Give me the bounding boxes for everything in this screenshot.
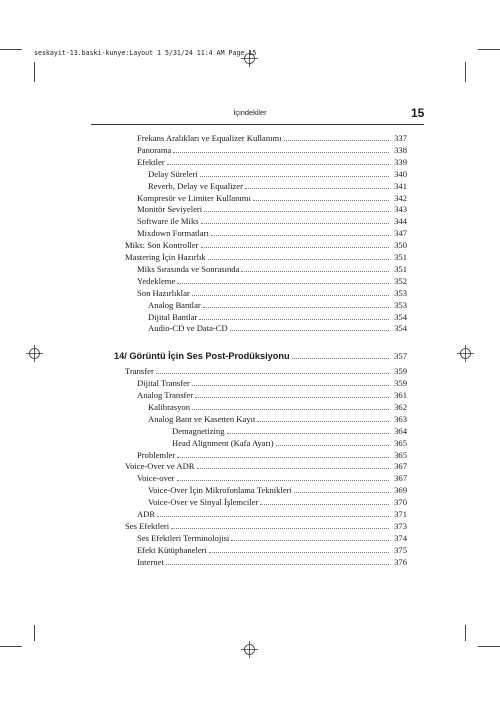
registration-mark-right-icon (457, 345, 474, 362)
toc-entry (137, 389, 407, 401)
toc-entry-title: Miks Sırasında ve Sonrasında (137, 263, 240, 274)
toc-entry-page: 361 (394, 390, 407, 400)
toc-entry-title: Miks: Son Kontroller (125, 240, 199, 251)
crop-mark-top-left-v (34, 62, 35, 82)
toc-entry-title: Voice-Over ve Sinyal İşlemciler (148, 497, 259, 508)
toc-entry-title: Panorama (137, 144, 172, 155)
toc-leader-dots (292, 350, 389, 359)
toc-leader-dots (171, 520, 389, 529)
toc-entry-title: Frekans Aralıkları ve Equalizer Kullanımı (137, 133, 282, 143)
toc-entry (148, 484, 407, 496)
toc-entry-title: Reverb, Delay ve Equalizer (148, 180, 243, 191)
toc-entry-title: Efektler (137, 156, 165, 167)
toc-entry (148, 496, 407, 508)
toc-entry-page: 367 (394, 473, 407, 484)
toc-entry-page: 374 (394, 532, 407, 543)
toc-leader-dots (173, 144, 389, 153)
toc-leader-dots (294, 484, 389, 493)
toc-entry-title: Voice-Over İçin Mikrofonlama Teknikleri (148, 485, 292, 496)
toc-entry-title: Son Hazırlıklar (137, 287, 190, 298)
toc-leader-dots (201, 215, 389, 224)
toc-leader-dots (177, 275, 389, 284)
toc-entry (137, 275, 407, 287)
toc-entry-title: Mastering İçin Hazırlık (125, 252, 206, 262)
toc-leader-dots (192, 287, 389, 296)
toc-entry-page: 342 (394, 192, 407, 203)
toc-entry-title: Kalibrasyon (148, 401, 191, 412)
page-number: 15 (411, 106, 425, 120)
toc-entry-title: Delay Süreleri (148, 168, 198, 179)
toc-entry (148, 413, 407, 425)
toc-entry (125, 239, 407, 251)
toc-leader-dots (284, 132, 389, 141)
toc-entry-page: 353 (394, 299, 407, 310)
crop-mark-top-right-v (465, 62, 466, 82)
toc-entry-title: Mixdown Formatları (137, 228, 209, 239)
toc-leader-dots (257, 413, 389, 422)
toc-entry-page: 362 (394, 401, 407, 412)
toc-entry (148, 180, 407, 192)
toc-leader-dots (203, 299, 389, 308)
toc-leader-dots (227, 425, 390, 434)
toc-entry (137, 449, 407, 461)
toc-entry-page: 339 (394, 156, 407, 167)
toc-entry (148, 322, 407, 334)
toc-entry (137, 556, 407, 568)
toc-entry-page: 354 (394, 311, 407, 322)
toc-leader-dots (231, 532, 389, 541)
toc-entry (137, 227, 407, 239)
toc-entry (137, 287, 407, 299)
toc-entry-page: 351 (394, 252, 407, 262)
toc-entry (148, 311, 407, 323)
running-header-title: İçindekiler (233, 108, 267, 117)
toc-entry-title: Dijital Transfer (137, 378, 190, 389)
toc-entry-page: 340 (394, 168, 407, 179)
toc-entry (125, 460, 407, 472)
toc-entry-title: Ses Efektleri (125, 520, 170, 531)
toc-entry (172, 437, 407, 449)
toc-entry (137, 472, 407, 484)
toc-entry-page: 375 (394, 544, 407, 555)
toc-entry (125, 365, 407, 377)
toc-entry-title: Efekt Kütüphaneleri (137, 544, 207, 555)
toc-leader-dots (166, 556, 389, 565)
toc-entry-title: Demagnetizing (172, 425, 225, 436)
toc-entry-page: 351 (394, 263, 407, 274)
toc-entry-title: Head Alignment (Kafa Ayarı) (172, 437, 274, 448)
toc-entry-title: Analog Bant ve Kasetten Kayıt (148, 413, 256, 424)
toc-entry-page: 365 (394, 449, 407, 460)
crop-mark-top-right-h (478, 49, 500, 50)
toc-entry-page: 354 (394, 323, 407, 334)
registration-mark-top-icon (241, 50, 258, 67)
toc-entry (137, 156, 407, 168)
toc-entry-page: 347 (394, 228, 407, 239)
toc-leader-dots (245, 180, 389, 189)
toc-entry-title: Voice-Over ve ADR (125, 461, 195, 472)
toc-entry (137, 377, 407, 389)
toc-entry (148, 401, 407, 413)
registration-mark-left-icon (26, 345, 43, 362)
toc-entry-page: 343 (394, 204, 407, 215)
toc-entry-page: 367 (394, 461, 407, 472)
crop-mark-bottom-left-v (34, 625, 35, 641)
toc-leader-dots (156, 365, 389, 374)
toc-leader-dots (208, 251, 389, 260)
toc-entry (172, 425, 407, 437)
toc-entry-title: Dijital Bantlar (148, 311, 198, 322)
toc-entry-title: ADR (137, 509, 156, 519)
toc-entry-page: 365 (394, 437, 407, 448)
toc-entry (137, 192, 407, 204)
toc-leader-dots (197, 460, 389, 469)
toc-leader-dots (253, 192, 389, 201)
toc-leader-dots (209, 544, 389, 553)
toc-entry-page: 359 (394, 366, 407, 377)
toc-entry-title: Kompresör ve Limiter Kullanımı (137, 192, 251, 203)
toc-entry (137, 508, 407, 520)
toc-leader-dots (276, 437, 389, 446)
toc-entry-page: 359 (394, 378, 407, 389)
toc-entry-page: 376 (394, 556, 407, 567)
toc-leader-dots (177, 472, 389, 481)
toc-leader-dots (211, 227, 389, 236)
toc-leader-dots (204, 203, 389, 212)
toc-leader-dots (260, 496, 389, 505)
toc-entry-title: 14/ Görüntü İçin Ses Post-Prodüksiyonu (114, 351, 290, 362)
toc-leader-dots (177, 449, 389, 458)
toc-entry-page: 337 (394, 133, 407, 143)
toc-entry (137, 544, 407, 556)
toc-leader-dots (195, 389, 389, 398)
toc-entry-page: 341 (394, 180, 407, 191)
toc-leader-dots (167, 156, 389, 165)
toc-entry-title: Internet (137, 556, 164, 567)
toc-entry-page: 373 (394, 520, 407, 531)
toc-entry-title: Analog Transfer (137, 390, 194, 400)
toc-entry-title: Ses Efektleri Terminolojisi (137, 532, 230, 543)
toc-leader-dots (230, 322, 389, 331)
toc-entry-title: Yedekleme (137, 275, 176, 286)
toc-entry-page: 353 (394, 287, 407, 298)
toc-entry-page: 363 (394, 413, 407, 424)
toc-entry (137, 203, 407, 215)
toc-entry-page: 370 (394, 497, 407, 508)
toc-entry-page: 369 (394, 485, 407, 496)
toc-leader-dots (241, 263, 389, 272)
toc-entry-title: Voice-over (137, 473, 175, 484)
toc-entry (125, 251, 407, 263)
toc-entry-title: Audio-CD ve Data-CD (148, 323, 228, 334)
toc-entry-page: 350 (394, 240, 407, 251)
printer-slug: seskayit-13.baski-kunye:Layout 1 5/31/24 11:4 AM Page 15 (34, 49, 257, 57)
toc-entry-title: Problemler (137, 449, 176, 460)
toc-entry (148, 168, 407, 180)
toc-leader-dots (199, 311, 389, 320)
toc-entry-title: Software ile Miks (137, 216, 199, 227)
toc-leader-dots (201, 239, 389, 248)
crop-mark-top-left-h (0, 49, 22, 50)
toc-entry (137, 144, 407, 156)
header-rule (91, 124, 424, 125)
toc-leader-dots (157, 508, 389, 517)
toc-chapter-entry (114, 350, 407, 362)
toc-entry-page: 344 (394, 216, 407, 227)
toc-leader-dots (192, 377, 389, 386)
toc-entry (125, 520, 407, 532)
crop-mark-bottom-right-v (465, 625, 466, 641)
toc-entry-page: 371 (394, 509, 407, 519)
toc-leader-dots (192, 401, 389, 410)
toc-entry-page: 352 (394, 275, 407, 286)
toc-entry-title: Transfer (125, 366, 154, 377)
toc-entry-page: 357 (394, 351, 407, 362)
toc-entry (137, 532, 407, 544)
toc-entry-title: Monitör Seviyeleri (137, 204, 203, 215)
toc-entry-page: 338 (394, 144, 407, 155)
toc-entry-title: Analog Bantlar (148, 299, 201, 310)
registration-mark-bottom-icon (241, 641, 258, 658)
toc-entry (137, 132, 407, 144)
toc-entry (137, 215, 407, 227)
crop-mark-bottom-right-h (478, 646, 500, 647)
crop-mark-bottom-left-h (0, 646, 22, 647)
toc-entry-page: 364 (394, 425, 407, 436)
toc-leader-dots (200, 168, 389, 177)
toc-entry (137, 263, 407, 275)
toc-entry (148, 299, 407, 311)
